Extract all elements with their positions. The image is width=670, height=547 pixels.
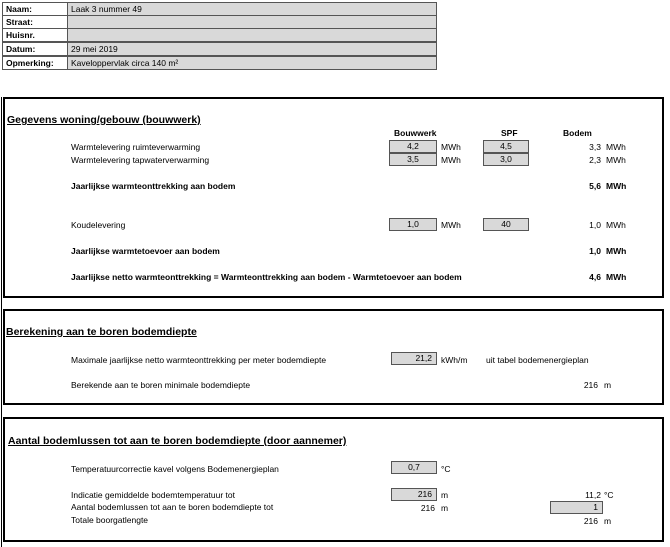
temperatuurcorrectie-label: Temperatuurcorrectie kavel volgens Bodemenergieplan — [71, 464, 279, 474]
input-max-netto-warmteonttrekking[interactable]: 21,2 — [391, 352, 437, 365]
input-temperatuurcorrectie[interactable]: 0,7 — [391, 461, 437, 474]
section-bodemlussen-title: Aantal bodemlussen tot aan te boren bodemdiepte (door aannemer) — [8, 435, 347, 447]
input-indicatie-diepte[interactable]: 216 — [391, 488, 437, 501]
jaarlijkse-warmtetoevoer-label: Jaarlijkse warmtetoevoer aan bodem — [71, 246, 220, 256]
label-huisnr: Huisnr. — [2, 28, 67, 42]
totale-boorgatlengte-label: Totale boorgatlengte — [71, 515, 149, 525]
field-huisnr[interactable] — [67, 28, 437, 42]
section-berekening-title: Berekening aan te boren bodemdiepte — [6, 326, 197, 338]
netto-warmteonttrekking-value: 4,6 — [589, 272, 601, 282]
unit-kwh-per-m: kWh/m — [441, 355, 468, 365]
input-koudelevering-spf[interactable]: 40 — [483, 218, 529, 231]
jaarlijkse-warmteonttrekking-label: Jaarlijkse warmteonttrekking aan bodem — [71, 181, 236, 191]
koudelevering-label: Koudelevering — [71, 220, 126, 230]
netto-warmteonttrekking-label: Jaarlijkse netto warmteonttrekking = Warmteonttrekking aan bodem - Warmtetoevoer aan bodem — [71, 272, 462, 282]
label-straat: Straat: — [2, 15, 67, 29]
unit-mwh: MWh — [606, 272, 627, 282]
field-naam[interactable]: Laak 3 nummer 49 — [67, 2, 437, 16]
indicatie-bodemtemperatuur-value: 11,2 — [585, 490, 601, 500]
unit-m: m — [604, 516, 612, 526]
aantal-bodemlussen-diepte: 216 — [420, 503, 435, 513]
unit-mwh: MWh — [606, 220, 626, 230]
field-datum[interactable]: 29 mei 2019 — [67, 42, 437, 56]
unit-mwh: MWh — [606, 181, 627, 191]
indicatie-bodemtemperatuur-label: Indicatie gemiddelde bodemtemperatuur tot — [71, 490, 235, 500]
label-naam: Naam: — [2, 2, 67, 16]
unit-mwh: MWh — [606, 246, 627, 256]
unit-mwh: MWh — [441, 220, 461, 230]
unit-celsius: °C — [441, 464, 451, 474]
berekende-bodemdiepte-label: Berekende aan te boren minimale bodemdiepte — [71, 380, 251, 390]
input-ruimteverwarming-spf[interactable]: 4,5 — [483, 140, 529, 153]
value-koudelevering-bodem: 1,0 — [589, 220, 601, 230]
unit-m: m — [441, 503, 449, 513]
col-header-bodem: Bodem — [563, 128, 592, 138]
unit-m: m — [441, 490, 449, 500]
bodemenergieplan-note: uit tabel bodemenergieplan — [486, 355, 589, 365]
section-gegevens-title: Gegevens woning/gebouw (bouwwerk) — [7, 114, 201, 126]
input-tapwaterverwarming-spf[interactable]: 3,0 — [483, 153, 529, 166]
row-tapwaterverwarming-label: Warmtelevering tapwaterverwarming — [71, 155, 210, 165]
input-tapwaterverwarming-bouwwerk[interactable]: 3,5 — [389, 153, 437, 166]
value-ruimteverwarming-bodem: 3,3 — [589, 142, 601, 152]
jaarlijkse-warmteonttrekking-value: 5,6 — [589, 181, 601, 191]
field-opmerking[interactable]: Kaveloppervlak circa 140 m² — [67, 56, 437, 70]
label-datum: Datum: — [2, 42, 67, 56]
unit-m: m — [604, 380, 612, 390]
unit-mwh: MWh — [606, 155, 626, 165]
value-tapwaterverwarming-bodem: 2,3 — [589, 155, 601, 165]
field-straat[interactable] — [67, 15, 437, 29]
input-koudelevering-bouwwerk[interactable]: 1,0 — [389, 218, 437, 231]
col-header-bouwwerk: Bouwwerk — [394, 128, 437, 138]
totale-boorgatlengte-value: 216 — [583, 516, 598, 526]
unit-mwh: MWh — [441, 142, 461, 152]
unit-celsius: °C — [604, 490, 614, 500]
input-ruimteverwarming-bouwwerk[interactable]: 4,2 — [389, 140, 437, 153]
col-header-spf: SPF — [501, 128, 518, 138]
row-ruimteverwarming-label: Warmtelevering ruimteverwarming — [71, 142, 201, 152]
aantal-bodemlussen-label: Aantal bodemlussen tot aan te boren bodemdiepte tot — [71, 502, 274, 512]
unit-mwh: MWh — [606, 142, 626, 152]
input-aantal-bodemlussen[interactable]: 1 — [550, 501, 603, 514]
berekende-bodemdiepte-value: 216 — [583, 380, 598, 390]
sheet-left-border — [1, 97, 2, 547]
unit-mwh: MWh — [441, 155, 461, 165]
label-opmerking: Opmerking: — [2, 56, 67, 70]
jaarlijkse-warmtetoevoer-value: 1,0 — [589, 246, 601, 256]
max-netto-warmteonttrekking-label: Maximale jaarlijkse netto warmteonttrekking per meter bodemdiepte — [71, 355, 327, 365]
